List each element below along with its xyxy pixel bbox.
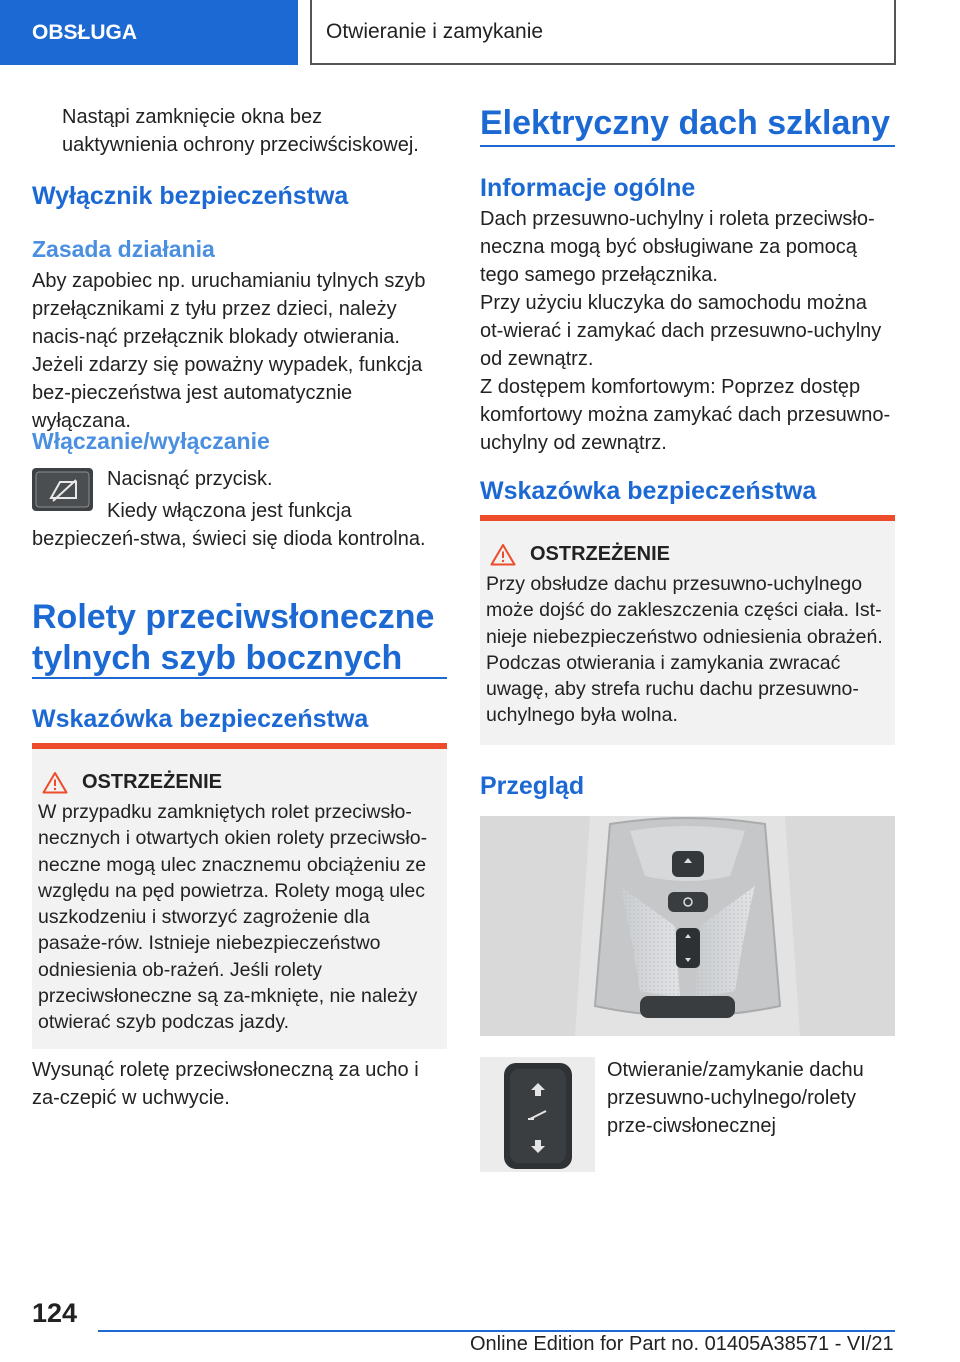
warning-label: OSTRZEŻENIE <box>530 543 671 565</box>
heading-underline <box>480 145 895 147</box>
heading-general-info: Informacje ogólne <box>480 174 696 202</box>
page-number: 124 <box>32 1298 78 1328</box>
warning-triangle-icon <box>490 543 516 566</box>
footer-edition: Online Edition for Part no. 01405A38571 - VI/21 <box>470 1333 894 1355</box>
section-tab <box>0 0 298 65</box>
heading-underline <box>32 677 447 679</box>
heading-principle: Zasada działania <box>32 236 215 262</box>
footer-rule <box>98 1330 895 1332</box>
roof-switch-illustration <box>480 1057 595 1172</box>
general-paragraph-1: Dach przesuwno-uchylny i roleta przeciwsło-neczna mogą być obsługiwane za pomocą tego samego przełącznika. <box>480 208 875 286</box>
warning-box-right <box>480 515 895 745</box>
warning-text: W przypadku zamkniętych rolet przeciwsło-necznych i otwartych okien rolety przeciwsło-neczne mogą ulec znacznemu obciążeniu ze względu na pęd powietrza. Rolety mogą ulec uszkodzeniu i stworzyć zagrożenie dla pasaże-rów. Istnieje niebezpieczeństwo odniesienia ob-rażeń. Jeśli rolety przeciwsłoneczne są za-mknięte, nie należy otwierać szyb podczas jazdy. <box>38 801 428 1034</box>
heading-overview: Przegląd <box>480 772 585 800</box>
switch-caption: Otwieranie/zamykanie dachu przesuwno-uchylnego/rolety prze-ciwsłonecznej <box>607 1059 864 1137</box>
accident-paragraph: Jeżeli zdarzy się poważny wypadek, funkcja bez-pieczeństwa jest automatycznie wyłączana. <box>32 354 423 432</box>
warning-label: OSTRZEŻENIE <box>82 771 223 793</box>
general-paragraph-3: Z dostępem komfortowym: Poprzez dostęp komfortowy można zamykać dach przesuwno-uchylny od zewnątrz. <box>480 376 891 454</box>
roof-switch-image <box>480 1057 595 1172</box>
section-label: OBSŁUGA <box>32 20 137 44</box>
heading-glass-roof: Elektryczny dach szklany <box>480 104 891 142</box>
warning-triangle-icon <box>42 771 68 794</box>
heading-safety-switch: Wyłącznik bezpieczeństwa <box>32 182 349 210</box>
warning-title <box>38 771 439 794</box>
principle-paragraph: Aby zapobiec np. uruchamianiu tylnych szyb przełącznikami z tyłu przez dzieci, należy nacis-nąć przełącznik blokady otwierania. <box>32 270 426 348</box>
chapter-label: Otwieranie i zamykanie <box>326 19 544 43</box>
intro-paragraph: Nastąpi zamknięcie okna bez uaktywnienia ochrony przeciwściskowej. <box>62 106 419 156</box>
overhead-console-illustration <box>480 816 895 1036</box>
heading-on-off: Włączanie/wyłączanie <box>32 428 270 454</box>
led-paragraph: Kiedy włączona jest funkcja bezpieczeń-stwa, świeci się dioda kontrolna. <box>32 500 426 550</box>
heading-rear-blinds: Rolety przeciwsłoneczne tylnych szyb bocznych <box>32 598 435 677</box>
press-button-text: Nacisnąć przycisk. <box>107 468 273 490</box>
heading-safety-note-right: Wskazówka bezpieczeństwa <box>480 477 817 505</box>
warning-title <box>486 543 887 566</box>
general-paragraph-2: Przy użyciu kluczyka do samochodu można ot-wierać i zamykać dach przesuwno-uchylny od zewnątrz. <box>480 292 882 370</box>
warning-text: Przy obsłudze dachu przesuwno-uchylnego może dojść do zakleszczenia części ciała. Ist-nieje niebezpieczeństwo odniesienia obrażeń. Podczas otwierania i zamykania zwracać uwagę, aby strefa ruchu dachu przesuwno-uchylnego była wolna. <box>486 573 883 727</box>
overhead-console-photo <box>480 816 895 1036</box>
warning-box-left <box>32 743 447 1049</box>
chapter-header <box>310 0 896 65</box>
heading-safety-note-left: Wskazówka bezpieczeństwa <box>32 705 369 733</box>
extend-blind-paragraph: Wysunąć roletę przeciwsłoneczną za ucho i za-czepić w uchwycie. <box>32 1059 419 1109</box>
